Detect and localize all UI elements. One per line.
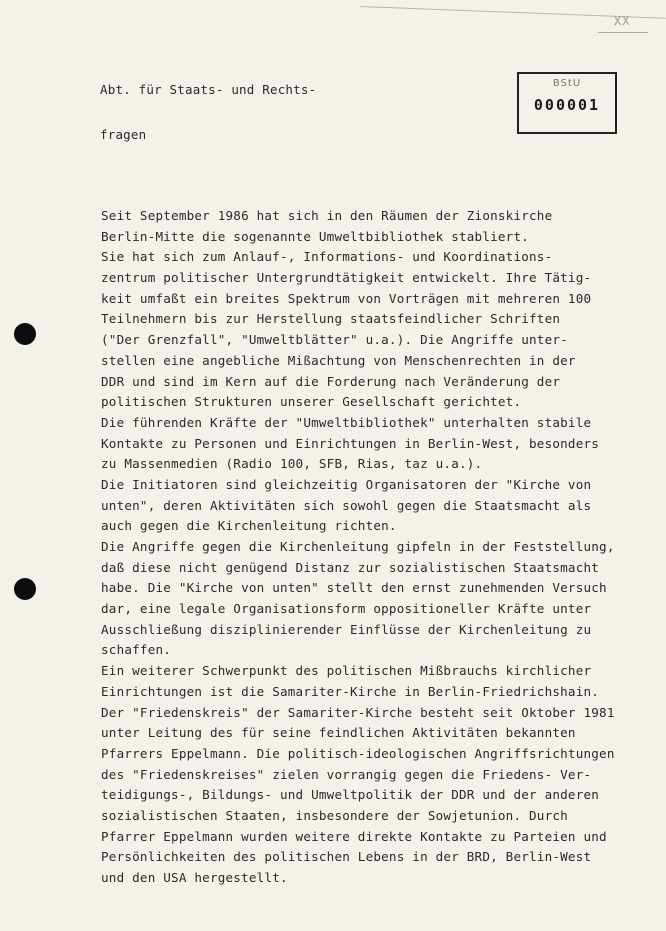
body-line: stellen eine angebliche Mißachtung von Menschenrechten in der (101, 352, 576, 368)
body-line: Ein weiterer Schwerpunkt des politischen Mißbrauchs kirchlicher (101, 663, 592, 679)
department-header (100, 52, 316, 172)
body-line: unter Leitung des für seine feindlichen Aktivitäten bekannten (101, 725, 576, 741)
body-line: daß diese nicht genügend Distanz zur sozialistischen Staatsmacht (101, 559, 600, 575)
body-line: unten", deren Aktivitäten sich sowohl gegen die Staatsmacht als (101, 497, 592, 513)
document-body (101, 206, 615, 889)
body-line: Kontakte zu Personen und Einrichtungen in Berlin-West, besonders (101, 435, 600, 451)
corner-mark: XX (613, 13, 631, 29)
punch-hole-bottom (14, 578, 36, 600)
body-line: teidigungs-, Bildungs- und Umweltpolitik der DDR und der anderen (101, 787, 600, 803)
body-line: Einrichtungen ist die Samariter-Kirche in Berlin-Friedrichshain. (101, 683, 600, 699)
body-line: Sie hat sich zum Anlauf-, Informations- und Koordinations- (101, 249, 553, 265)
stamp-label: BStU (552, 78, 582, 89)
body-line: keit umfaßt ein breites Spektrum von Vorträgen mit mehreren 100 (101, 290, 592, 306)
body-line: Die Angriffe gegen die Kirchenleitung gipfeln in der Feststellung, (101, 539, 615, 554)
body-line: habe. Die "Kirche von unten" stellt den ernst zunehmenden Versuch (101, 580, 607, 596)
body-line: DDR und sind im Kern auf die Forderung nach Veränderung der (101, 373, 561, 389)
department-line-1: Abt. für Staats- und Rechts- (100, 82, 317, 97)
stamp-number: 000001 (533, 96, 601, 114)
archive-stamp (517, 72, 617, 134)
body-line: zu Massenmedien (Radio 100, SFB, Rias, taz u.a.). (101, 456, 483, 472)
body-line: Seit September 1986 hat sich in den Räumen der Zionskirche (101, 208, 553, 223)
body-line: und den USA hergestellt. (101, 870, 288, 885)
body-line: Ausschließung disziplinierender Einflüsse der Kirchenleitung zu (101, 621, 592, 637)
body-line: Pfarrers Eppelmann. Die politisch-ideologischen Angriffsrichtungen (101, 745, 615, 761)
body-line: zentrum politischer Untergrundtätigkeit entwickelt. Ihre Tätig- (101, 270, 592, 286)
body-line: Teilnehmern bis zur Herstellung staatsfeindlicher Schriften (101, 311, 561, 327)
body-line: Persönlichkeiten des politischen Lebens in der BRD, Berlin-West (101, 849, 592, 865)
body-line: sozialistischen Staaten, insbesondere der Sowjetunion. Durch (101, 807, 568, 823)
body-line: Die Initiatoren sind gleichzeitig Organisatoren der "Kirche von (101, 476, 592, 492)
corner-mark-underline (598, 32, 648, 33)
body-line: auch gegen die Kirchenleitung richten. (101, 518, 397, 534)
body-line: schaffen. (101, 642, 172, 658)
body-line: politischen Strukturen unserer Gesellschaft gerichtet. (101, 394, 522, 410)
department-line-2: fragen (100, 127, 147, 142)
body-line: ("Der Grenzfall", "Umweltblätter" u.a.). Die Angriffe unter- (101, 332, 568, 348)
punch-hole-top (14, 323, 36, 345)
body-line: Berlin-Mitte die sogenannte Umweltbibliothek stabliert. (101, 228, 530, 244)
body-line: dar, eine legale Organisationsform oppositioneller Kräfte unter (101, 601, 592, 617)
body-line: Der "Friedenskreis" der Samariter-Kirche besteht seit Oktober 1981 (101, 704, 615, 720)
body-line: Die führenden Kräfte der "Umweltbibliothek" unterhalten stabile (101, 414, 592, 430)
body-line: des "Friedenskreises" zielen vorrangig gegen die Friedens- Ver- (101, 766, 592, 782)
body-line: Pfarrer Eppelmann wurden weitere direkte Kontakte zu Parteien und (101, 828, 607, 844)
